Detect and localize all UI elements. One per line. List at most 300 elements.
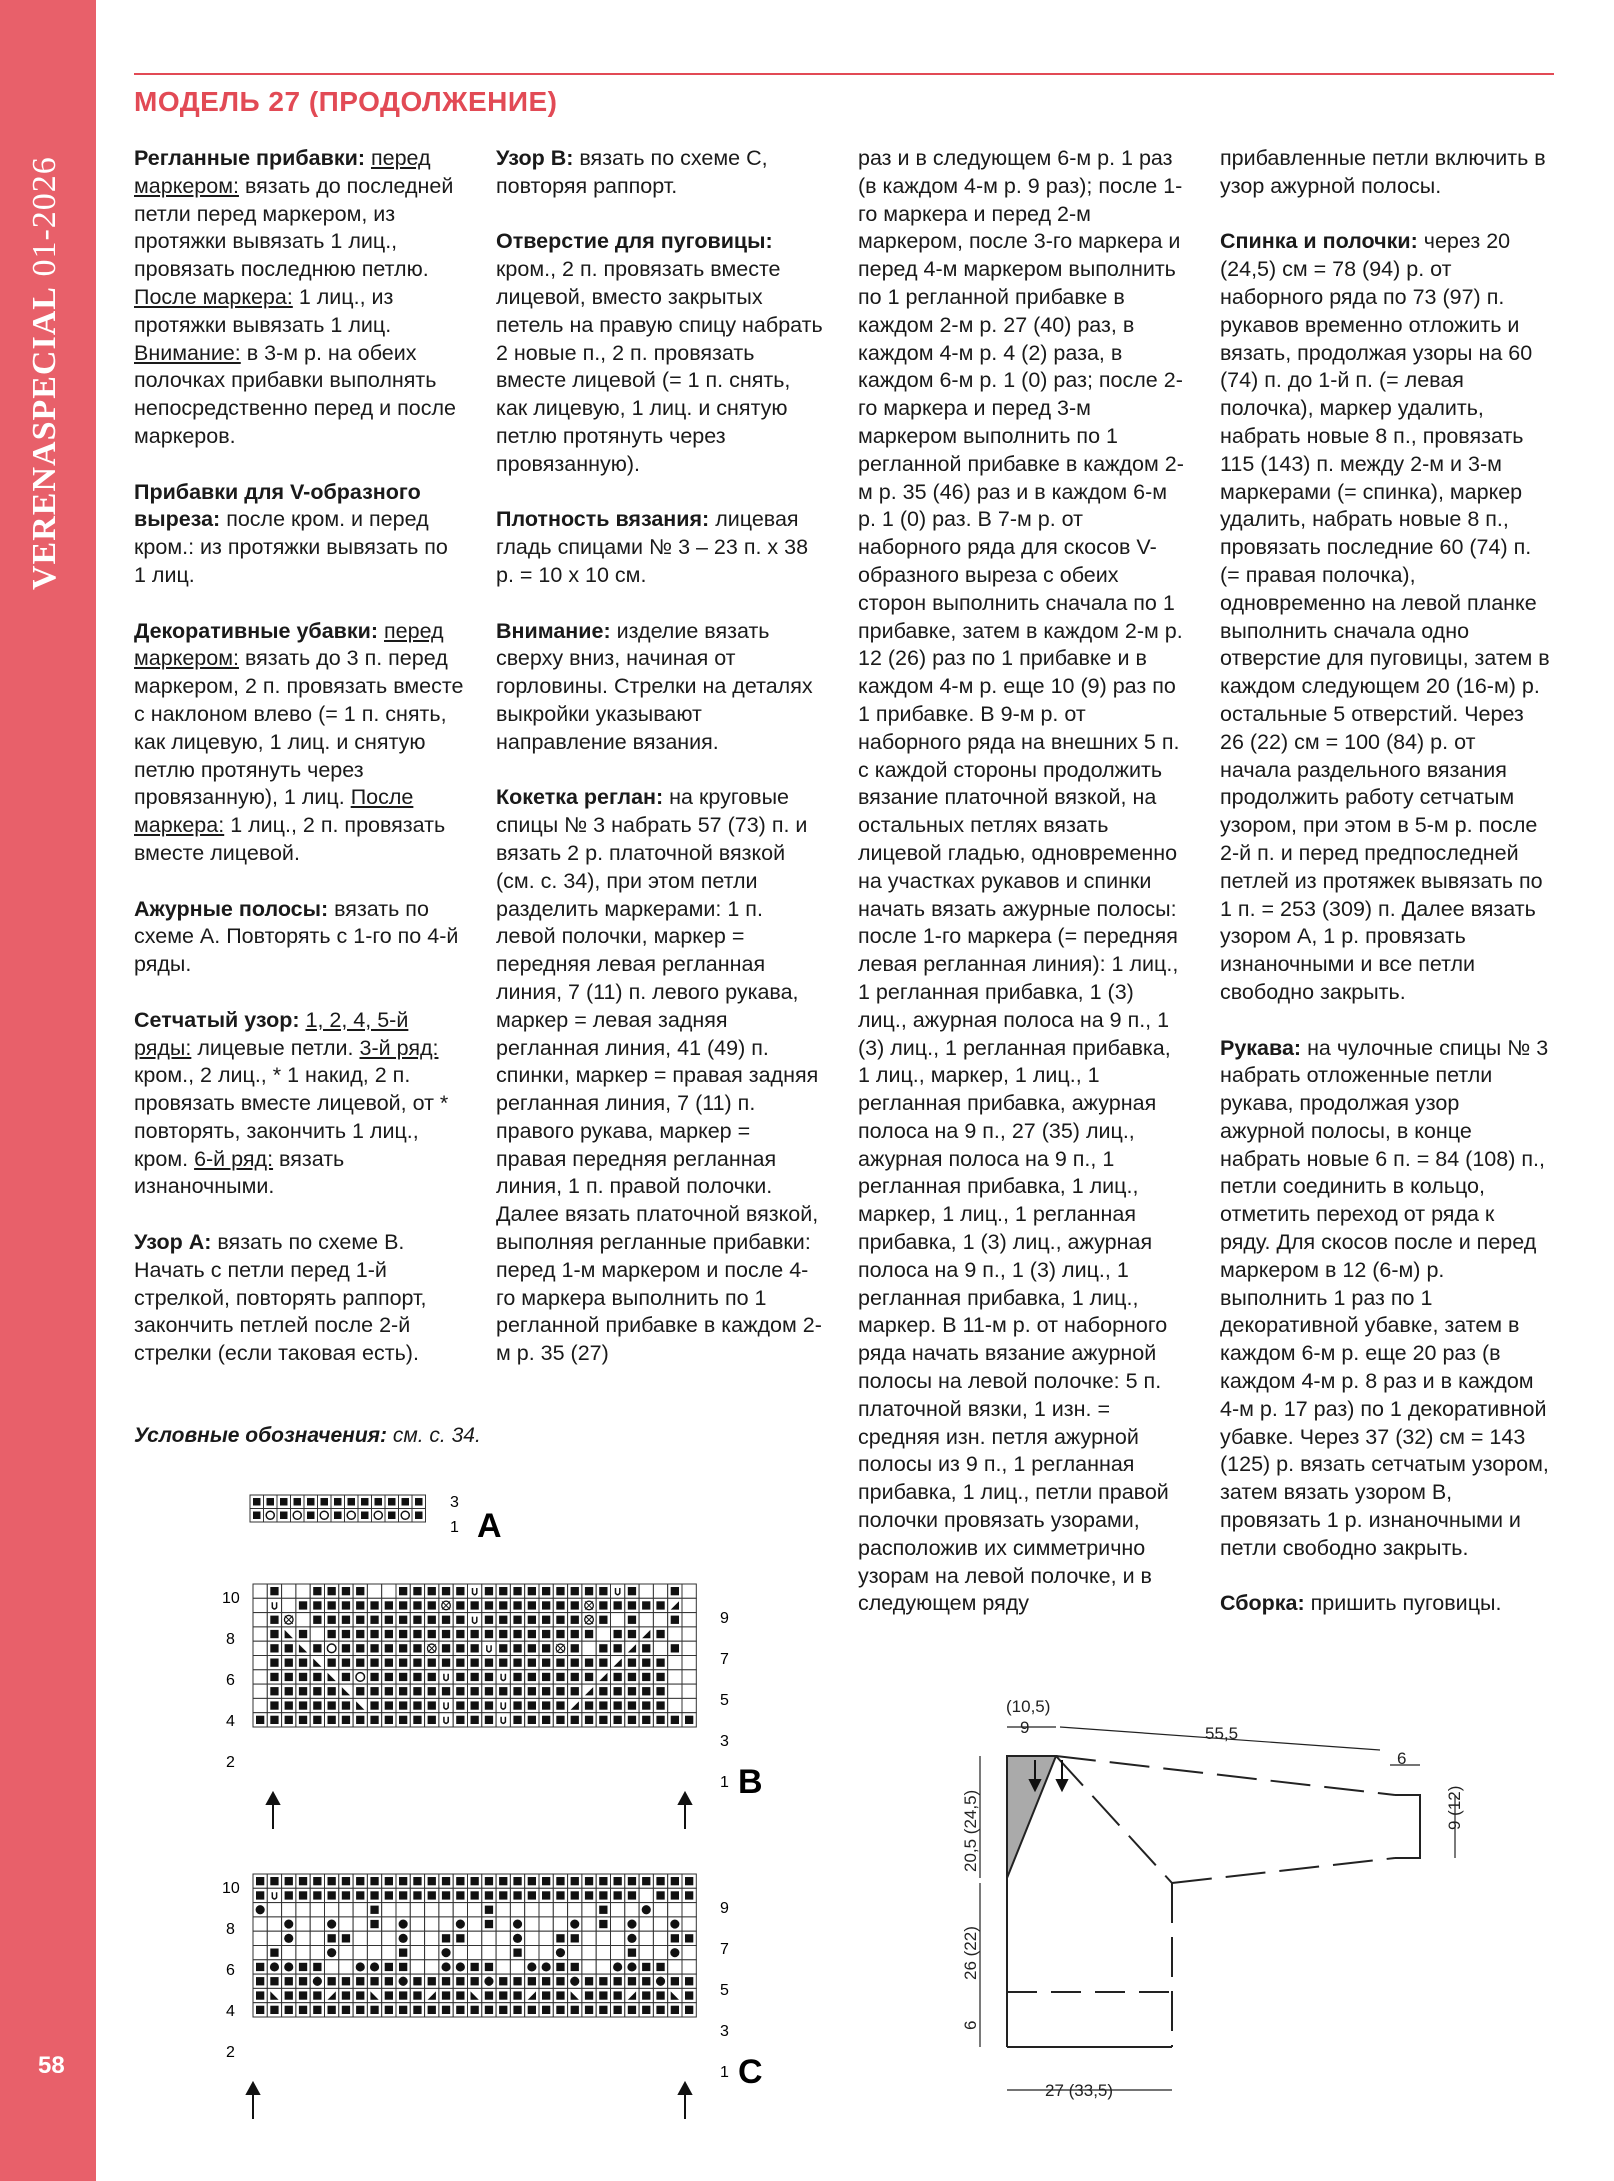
chart-symbol: [327, 1919, 336, 1928]
chart-cell: [282, 1584, 296, 1598]
chart-cell: [253, 1584, 267, 1598]
chart-symbol: [614, 1644, 622, 1652]
chart-symbol: [256, 1963, 264, 1971]
chart-symbol: [656, 1877, 664, 1885]
chart-symbol: [267, 1498, 275, 1506]
chart-symbol: [413, 1991, 421, 1999]
chart-cell: [510, 1960, 524, 1974]
chart-symbol: [399, 2006, 407, 2014]
row-label: 7: [720, 1941, 729, 1958]
chart-symbol: [284, 1962, 293, 1971]
chart-cell: [482, 1641, 496, 1655]
chart-cell: [682, 1641, 696, 1655]
chart-symbol: [299, 1963, 307, 1971]
chart-symbol: [656, 1991, 664, 1999]
chart-symbol: [270, 1716, 278, 1724]
chart-symbol: [456, 1687, 464, 1695]
chart-symbol: [656, 1963, 664, 1971]
chart-cell: [310, 1931, 324, 1945]
chart-symbol: [513, 1891, 521, 1899]
chart-cell: [410, 1931, 424, 1945]
chart-symbol: [456, 1659, 464, 1667]
chart-symbol: [485, 1877, 493, 1885]
chart-symbol: [285, 2006, 293, 2014]
chart-symbol: [571, 1891, 579, 1899]
chart-symbol: [528, 1644, 536, 1652]
chart-symbol: [542, 1587, 550, 1595]
chart-cell: [267, 1598, 281, 1612]
chart-cell: [525, 1917, 539, 1931]
chart-symbol: [542, 1991, 550, 1999]
chart-symbol: [542, 1644, 550, 1652]
chart-symbol: [342, 1934, 350, 1942]
chart-cell: [525, 1931, 539, 1945]
chart-symbol: [556, 1616, 564, 1624]
chart-symbol: [280, 1498, 288, 1506]
chart-symbol: [484, 1977, 493, 1986]
chart-symbol: [356, 1991, 364, 1999]
chart-cell: [468, 1931, 482, 1945]
dim-neck-alt: (10,5): [1006, 1697, 1051, 1716]
chart-symbol: [413, 1616, 421, 1624]
chart-cell: [682, 1584, 696, 1598]
heading: Прибавки для V-образного выреза:: [134, 479, 421, 532]
chart-symbol: [442, 1877, 450, 1885]
chart-symbol: [342, 1891, 350, 1899]
chart-cell: [382, 1917, 396, 1931]
row-label: 2: [226, 2044, 235, 2061]
dim-body-width: 27 (33,5): [1045, 2081, 1114, 2100]
chart-cell: [682, 1670, 696, 1684]
chart-cell: [639, 1888, 653, 1902]
chart-cell: [267, 1931, 281, 1945]
chart-symbol: [456, 1934, 464, 1942]
chart-symbol: [388, 1512, 396, 1520]
chart-symbol: [399, 1963, 407, 1971]
chart-symbol: [528, 1716, 536, 1724]
chart-symbol: [385, 1673, 393, 1681]
chart-symbol: [456, 1977, 464, 1985]
chart-cell: [353, 1903, 367, 1917]
chart-symbol: [528, 1587, 536, 1595]
chart-cell: [668, 1960, 682, 1974]
chart-symbol: [385, 1891, 393, 1899]
chart-cell: [596, 1627, 610, 1641]
chart-cell: [339, 1903, 353, 1917]
chart-symbol: [456, 2006, 464, 2014]
chart-cell: [496, 1960, 510, 1974]
chart-symbol: [642, 1659, 650, 1667]
chart-symbol: [671, 1891, 679, 1899]
chart-b: [253, 1584, 696, 1727]
row-label: 3: [720, 2023, 729, 2040]
chart-symbol: [342, 1716, 350, 1724]
chart-symbol: [385, 2006, 393, 2014]
chart-cell: [425, 1931, 439, 1945]
chart-symbol: [556, 1977, 564, 1985]
chart-cell: [339, 1946, 353, 1960]
chart-cell: [296, 1946, 310, 1960]
chart-a-label: A: [477, 1507, 502, 1545]
chart-symbol: [528, 1687, 536, 1695]
chart-symbol: [270, 1659, 278, 1667]
chart-symbol: [656, 1891, 664, 1899]
chart-cell: [668, 1698, 682, 1712]
chart-symbol: [556, 1587, 564, 1595]
row-label: 2: [226, 1754, 235, 1771]
chart-cell: [682, 1684, 696, 1698]
chart-cell: [425, 1960, 439, 1974]
chart-symbol: [542, 1962, 551, 1971]
chart-symbol: [313, 1963, 321, 1971]
chart-symbol: [585, 1891, 593, 1899]
paragraph-text: вязать до последней петли перед маркером, из протяжки вывязать 1 лиц., провязать последнюю петлю.: [134, 173, 454, 282]
chart-symbol: [656, 1701, 664, 1709]
chart-symbol: [342, 1644, 350, 1652]
chart-symbol: [370, 1716, 378, 1724]
chart-symbol: [485, 1991, 493, 1999]
chart-symbol: [599, 1687, 607, 1695]
chart-symbol: [402, 1498, 410, 1506]
chart-symbol: [642, 1991, 650, 1999]
chart-symbol: [642, 1905, 651, 1914]
chart-symbol: [556, 1963, 564, 1971]
chart-symbol: [399, 1877, 407, 1885]
chart-cell: [496, 1917, 510, 1931]
chart-symbol: [370, 1977, 378, 1985]
chart-symbol: [613, 1962, 622, 1971]
paragraph-text: изделие вязать сверху вниз, начиная от горловины. Стрелки на деталях выкройки указывают направление вязания.: [496, 618, 813, 754]
chart-cell: [539, 1917, 553, 1931]
chart-cell: [310, 1917, 324, 1931]
chart-symbol: [342, 1977, 350, 1985]
sub-label: Внимание:: [134, 340, 241, 365]
chart-symbol: [628, 1659, 636, 1667]
chart-symbol: [671, 1587, 679, 1595]
chart-symbol: [628, 1977, 636, 1985]
chart-symbol: [334, 1512, 342, 1520]
chart-symbol: [399, 1701, 407, 1709]
heading: Кокетка реглан:: [496, 785, 664, 810]
paragraph-text: лицевые петли.: [197, 1035, 354, 1060]
chart-symbol: [685, 1934, 693, 1942]
chart-symbol: [356, 1962, 365, 1971]
chart-symbol: [542, 1630, 550, 1638]
chart-symbol: [270, 1644, 278, 1652]
chart-symbol: [428, 1630, 436, 1638]
chart-symbol: [385, 1977, 393, 1985]
chart-symbol: [571, 1934, 579, 1942]
chart-symbol: [413, 1977, 421, 1985]
chart-cell: [496, 1670, 510, 1684]
chart-symbol: [513, 1659, 521, 1667]
chart-symbol: [342, 1673, 350, 1681]
chart-symbol: [685, 1877, 693, 1885]
chart-cell: [453, 1903, 467, 1917]
chart-symbol: [599, 1891, 607, 1899]
chart-symbol: [556, 1601, 564, 1609]
chart-cell: [296, 1584, 310, 1598]
chart-cell: [439, 1670, 453, 1684]
chart-cell: [653, 1613, 667, 1627]
chart-symbol: [627, 1962, 636, 1971]
chart-symbol: [441, 1948, 450, 1957]
chart-symbol: [285, 1877, 293, 1885]
chart-symbol: [485, 1701, 493, 1709]
chart-symbol: [313, 1616, 321, 1624]
chart-symbol: [370, 1616, 378, 1624]
chart-cell: [611, 1917, 625, 1931]
chart-cell: [653, 1641, 667, 1655]
chart-symbol: [642, 1977, 650, 1985]
dim-hem-height: 6: [961, 2020, 980, 2030]
chart-symbol: [585, 1587, 593, 1595]
chart-symbol: [585, 1977, 593, 1985]
chart-cell: [611, 1584, 625, 1598]
row-label: 9: [720, 1610, 729, 1627]
chart-cell: [611, 1931, 625, 1945]
chart-symbol: [299, 1659, 307, 1667]
row-label: 6: [226, 1672, 235, 1689]
sub-label: перед маркером:: [134, 146, 431, 198]
chart-cell: [339, 1960, 353, 1974]
chart-symbol: [256, 1977, 264, 1985]
chart-cell: [253, 1946, 267, 1960]
chart-symbol: [428, 1587, 436, 1595]
front-neck-shaping: [1007, 1756, 1056, 1878]
chart-b-label: B: [738, 1763, 763, 1801]
chart-symbol: [599, 1644, 607, 1652]
chart-symbol: [399, 1659, 407, 1667]
chart-symbol: [285, 1659, 293, 1667]
chart-symbol: [285, 1891, 293, 1899]
chart-symbol: [399, 1687, 407, 1695]
chart-symbol: [485, 1616, 493, 1624]
chart-symbol: [671, 2006, 679, 2014]
chart-symbol: [685, 1977, 693, 1985]
chart-symbol: [628, 1616, 636, 1624]
chart-symbol: [328, 1716, 336, 1724]
chart-cell: [468, 1946, 482, 1960]
chart-symbol: [471, 1630, 479, 1638]
chart-cell: [382, 1584, 396, 1598]
chart-symbol: [614, 1977, 622, 1985]
chart-cell: [253, 1684, 267, 1698]
chart-symbol: [513, 1601, 521, 1609]
chart-symbol: [628, 1877, 636, 1885]
chart-symbol: [642, 1877, 650, 1885]
chart-cell: [682, 1598, 696, 1612]
chart-cell: [468, 1903, 482, 1917]
chart-cell: [353, 1946, 367, 1960]
chart-cell: [668, 1627, 682, 1641]
chart-symbol: [442, 1659, 450, 1667]
chart-symbol: [399, 1630, 407, 1638]
chart-cell: [596, 1960, 610, 1974]
chart-cell: [682, 1917, 696, 1931]
chart-symbol: [599, 1991, 607, 1999]
chart-cell: [611, 1946, 625, 1960]
chart-cell: [668, 1656, 682, 1670]
chart-symbol: [428, 1977, 436, 1985]
chart-symbol: [571, 1673, 579, 1681]
chart-symbol: [542, 1601, 550, 1609]
chart-cell: [468, 1917, 482, 1931]
chart-cell: [525, 1903, 539, 1917]
chart-symbol: [413, 1673, 421, 1681]
chart-symbol: [428, 1616, 436, 1624]
sub-label: перед маркером:: [134, 618, 444, 671]
chart-symbol: [442, 1934, 450, 1942]
chart-symbol: [485, 1673, 493, 1681]
chart-cell: [496, 1698, 510, 1712]
chart-symbol: [256, 1991, 264, 1999]
chart-symbol: [614, 1687, 622, 1695]
chart-symbol: [328, 1630, 336, 1638]
chart-cell: [510, 1903, 524, 1917]
chart-cell: [296, 1917, 310, 1931]
chart-cell: [682, 1613, 696, 1627]
chart-symbol: [328, 1701, 336, 1709]
chart-symbol: [513, 1919, 522, 1928]
chart-cell: [296, 1931, 310, 1945]
chart-symbol: [356, 2006, 364, 2014]
row-label: 5: [720, 1982, 729, 1999]
chart-symbol: [399, 1934, 408, 1943]
chart-symbol: [671, 1877, 679, 1885]
chart-symbol: [328, 1659, 336, 1667]
chart-symbol: [513, 1630, 521, 1638]
chart-symbol: [428, 1673, 436, 1681]
chart-cell: [367, 1931, 381, 1945]
chart-symbol: [442, 1687, 450, 1695]
chart-symbol: [442, 1644, 450, 1652]
dim-sleeve-length: 55,5: [1205, 1724, 1239, 1743]
chart-symbol: [456, 1616, 464, 1624]
chart-symbol: [499, 1616, 507, 1624]
chart-c-arrows: [247, 2083, 691, 2119]
chart-symbol: [285, 1644, 293, 1652]
chart-symbol: [528, 1659, 536, 1667]
chart-symbol: [313, 1991, 321, 1999]
chart-symbol: [356, 1616, 364, 1624]
heading: Отверстие для пуговицы:: [496, 229, 773, 254]
legend-text: см. с. 34.: [392, 1424, 481, 1447]
chart-symbol: [342, 2006, 350, 2014]
lace-continued: прибавленные петли включить в узор ажурной полосы.: [1220, 146, 1546, 198]
chart-symbol: [356, 1716, 364, 1724]
chart-symbol: [299, 1687, 307, 1695]
chart-cell: [668, 1670, 682, 1684]
chart-cell: [253, 1931, 267, 1945]
chart-cell: [267, 1903, 281, 1917]
chart-symbol: [542, 1616, 550, 1624]
chart-cell: [253, 1698, 267, 1712]
chart-symbol: [585, 1659, 593, 1667]
chart-cell: [496, 1946, 510, 1960]
dim-neck: 9: [1020, 1718, 1030, 1737]
chart-symbol: [342, 1630, 350, 1638]
chart-symbol: [313, 1673, 321, 1681]
chart-cell: [568, 1946, 582, 1960]
row-label: 6: [226, 1962, 235, 1979]
sub-label: 6-й ряд:: [194, 1146, 274, 1171]
chart-cell: [539, 1903, 553, 1917]
chart-cell: [639, 1946, 653, 1960]
chart-symbol: [413, 1891, 421, 1899]
chart-symbol: [285, 1716, 293, 1724]
chart-symbol: [399, 1644, 407, 1652]
chart-symbol: [671, 1616, 679, 1624]
chart-symbol: [428, 1891, 436, 1899]
chart-symbol: [413, 1701, 421, 1709]
chart-symbol: [485, 1601, 493, 1609]
chart-symbol: [585, 2006, 593, 2014]
chart-symbol: [270, 1630, 278, 1638]
chart-cell: [325, 1903, 339, 1917]
chart-cell: [425, 1946, 439, 1960]
chart-a-row-label: 3: [450, 1494, 459, 1511]
chart-symbol: [370, 1687, 378, 1695]
chart-symbol: [342, 1601, 350, 1609]
chart-symbol: [642, 1687, 650, 1695]
chart-symbol: [356, 1659, 364, 1667]
chart-symbol: [628, 2006, 636, 2014]
chart-cell: [682, 1960, 696, 1974]
chart-symbol: [385, 1701, 393, 1709]
chart-symbol: [656, 1659, 664, 1667]
chart-symbol: [571, 1659, 579, 1667]
chart-symbol: [370, 1673, 378, 1681]
chart-symbol: [614, 1716, 622, 1724]
chart-symbol: [485, 2006, 493, 2014]
chart-symbol: [413, 1587, 421, 1595]
chart-symbol: [313, 1601, 321, 1609]
chart-symbol: [585, 1991, 593, 1999]
chart-symbol: [413, 1716, 421, 1724]
chart-symbol: [471, 1644, 479, 1652]
chart-symbol: [456, 1877, 464, 1885]
raglan-yoke-continued: раз и в следующем 6-м р. 1 раз (в каждом 4-м р. 9 раз); после 1-го маркера и перед 2-м маркером, после 3-го маркера и перед 4-м маркером выполнить по 1 регланной прибавке в каждом 2-м р. 27 (40) раз, в каждом 4-м р. 4 (2) раза, в каждом 6-м р. 1 (0) раз; после 2-го маркера и перед 3-м маркером выполнить по 1 регланной прибавке в каждом 2-м р. 35 (46) раз и в каждом 6-м р. 1 (0) раз. В 7-м р. от наборного ряда для скосов V-образного выреза с обеих сторон выполнить сначала по 1 прибавке, затем в каждом 2-м р. 12 (26) раз по 1 прибавке и в каждом 4-м р. еще 10 (9) раз по 1 прибавке. В 9-м р. от наборного ряда на внешних 5 п. с каждой стороны продолжить вязание платочной вязкой, на остальных петлях вязать лицевой гладью, одновременно на участках рукавов и спинки начать вязать ажурные полосы: после 1-го маркера (= передняя левая регланная линия): 1 лиц., 1 регланная прибавка, 1 (3) лиц., ажурная полоса на 9 п., 1 (3) лиц., 1 регланная прибавка, 1 лиц., маркер, 1 лиц., 1 регланная прибавка, ажурная полоса на 9 п., 27 (35) лиц., ажурная полоса на 9 п., 1 регланная прибавка, 1 лиц., маркер, 1 лиц., 1 регланная прибавка, 1 (3) лиц., ажурная полоса на 9 п., 1 (3) лиц., 1 регланная прибавка, 1 лиц., маркер. В 11-м р. от наборного ряда начать вязание ажурной полосы на левой полочке: 5 п. платочной вязки, 1 изн. = средняя изн. петля ажурной полосы из 9 п., 1 регланная прибавка, 1 лиц., петли правой полочки провязать узорами, расположив их симметрично узорам на левой полочке, и в следующем ряду: [858, 146, 1184, 1616]
legend-label: Условные обозначения:: [134, 1424, 388, 1447]
chart-symbol: [485, 1659, 493, 1667]
paragraph-text: вязать по схеме С, повторяя раппорт.: [496, 146, 768, 198]
chart-symbol: [585, 1673, 593, 1681]
paragraph-text: лицевая гладь спицами № 3 – 23 п. х 38 р. = 10 х 10 см.: [496, 507, 809, 587]
chart-c-label: C: [738, 2053, 763, 2091]
chart-symbol: [685, 2006, 693, 2014]
chart-symbol: [413, 1630, 421, 1638]
chart-cell: [568, 1903, 582, 1917]
chart-symbol: [585, 1716, 593, 1724]
chart-symbol: [328, 1977, 336, 1985]
row-label: 5: [720, 1692, 729, 1709]
chart-symbol: [513, 1701, 521, 1709]
chart-symbol: [356, 1644, 364, 1652]
chart-cell: [496, 1713, 510, 1727]
chart-symbol: [385, 1644, 393, 1652]
chart-symbol: [442, 1587, 450, 1595]
row-label: 8: [226, 1631, 235, 1648]
chart-symbol: [570, 1977, 579, 1986]
chart-symbol: [285, 1687, 293, 1695]
chart-symbol: [628, 1630, 636, 1638]
row-label: 1: [720, 2064, 729, 2081]
chart-symbol: [428, 1701, 436, 1709]
chart-symbol: [513, 1687, 521, 1695]
chart-symbol: [313, 1716, 321, 1724]
paragraph-text: вязать изнаночными.: [134, 1146, 345, 1199]
